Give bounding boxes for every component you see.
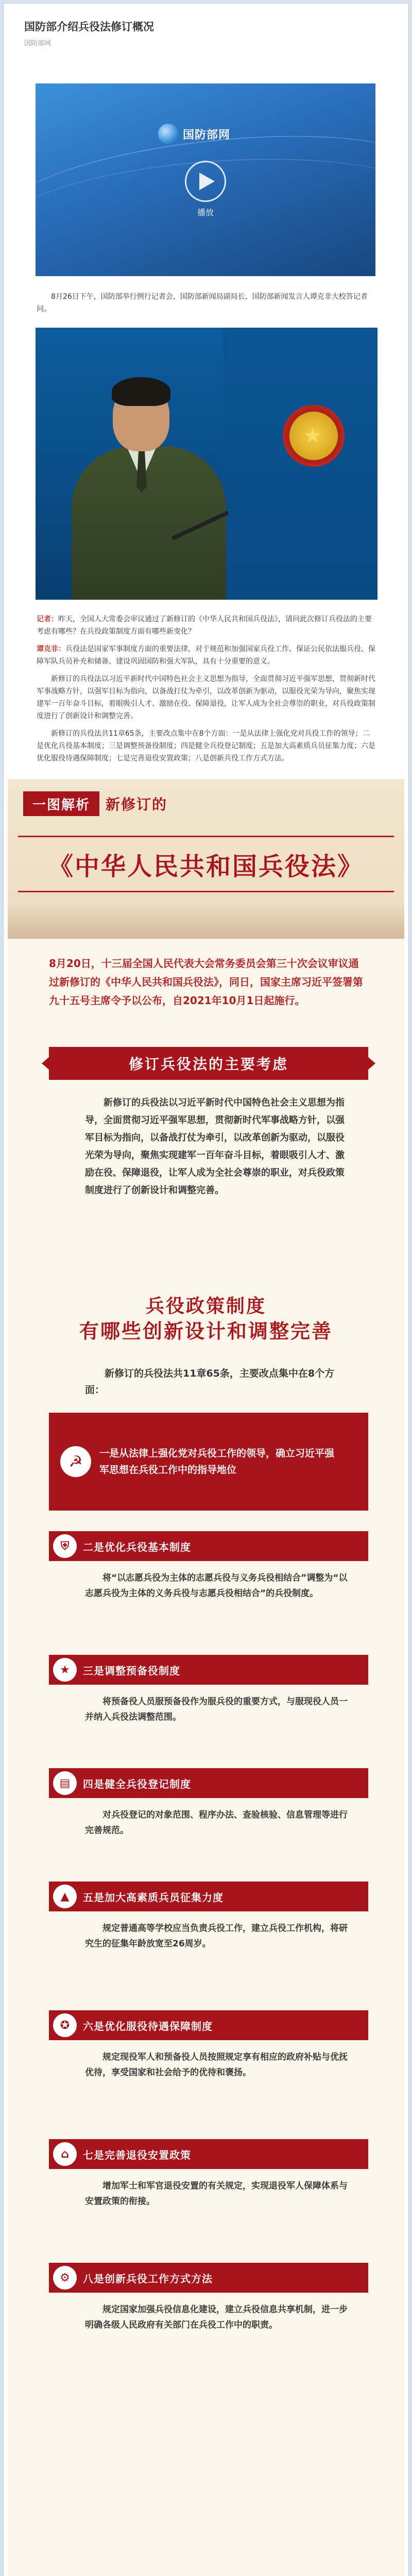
star-icon: ★ [303,424,322,448]
changes-heading [28,1294,384,1344]
change-item-desc: 将预备役人员服预备役作为服兵役的重要方式，与服现役人员一并纳入兵役法调整范围。 [85,1697,348,1722]
globe-icon [158,124,179,144]
change-item-title-bar [49,2010,368,2040]
video-logo [158,120,253,148]
law-title: 《中华人民共和国兵役法》 [18,836,394,892]
answer-label: 谭克非： [37,645,65,653]
change-item-desc: 对兵役登记的对象范围、程序办法、查验核验、信息管理等进行完善规范。 [85,1810,348,1836]
article-source[interactable]: 国防部网 [24,40,52,47]
main-text [37,673,375,765]
main-paragraph: 新修订的兵役法共11章65条，主要改点集中在8个方面：一是从法律上强化党对兵役工作的领导；二是优化兵役基本制度；三是调整预备役制度；四是健全兵役登记制度；五是加大高素质兵员征集力度；六是优化服役待遇保障制度；七是完善退役安置政策；八是创新兵役工作方式方法。 [37,730,375,762]
considerations-text: 新修订的兵役法以习近平新时代中国特色社会主义思想为指导，全面贯彻习近平强军思想，贯彻新时代军事战略方针，以强军目标为指向，以备战打仗为牵引，以改革创新为驱动，以服役光荣为导向，聚焦实现建军一百年奋斗目标，着眼吸引人才、激励在役、保障退役，让军人成为全社会尊崇的职业，对兵役政策制度进行了创新设计和调整完善。 [85,1097,345,1196]
change-item-title: 五是加大高素质兵员征集力度 [83,1891,224,1904]
change-item-title: 二是优化兵役基本制度 [83,1540,191,1553]
intro-paragraph: 8月26日下午，国防部举行例行记者会，国防部新闻局副局长、国防部新闻发言人谭克非大校答记者问。 [37,293,368,313]
main-paragraph: 新修订的兵役法以习近平新时代中国特色社会主义思想为指导，全面贯彻习近平强军思想，贯彻新时代军事战略方针，以强军目标为指向，以备战打仗为牵引，以改革创新为驱动，以服役光荣为导向，聚焦实现建军一百年奋斗目标，着眼吸引人才、激励在役、保障退役，让军人成为全社会尊崇的职业，对兵役政策制度进行了创新设计和调整完善。 [37,675,375,720]
reporter-text: 昨天，全国人大常委会审议通过了新修订的《中华人民共和国兵役法》，请问此次修订兵役法的主要考虑有哪些？在兵役政策制度方面有哪些新变化？ [37,615,372,636]
change-item-desc: 增加军士和军官退役安置的有关规定，实现退役军人保障体系与安置政策的衔接。 [85,2181,348,2207]
change-item-title-bar [49,1882,368,1911]
article-page [3,3,409,2576]
change-item-desc: 规定普通高等学校应当负责兵役工作，建立兵役工作机构，将研究生的征集年龄放宽至26周岁。 [85,1923,348,1949]
reporter-label: 记者： [37,615,58,623]
changes-heading-line1: 兵役政策制度 [145,1296,266,1317]
change-item-title: 一是从法律上强化党对兵役工作的领导，确立习近平强军思想在兵役工作中的指导地位 [99,1448,335,1476]
changes-intro: 新修订的兵役法共11章65条，主要改点集中在8个方面： [85,1368,335,1396]
star-icon: ★ [53,1658,77,1682]
change-item-title: 六是优化服役待遇保障制度 [83,2020,213,2032]
spokesman-answer [37,643,375,668]
section-title-text: 修订兵役法的主要考虑 [128,1056,288,1073]
change-item-title: 四是健全兵役登记制度 [83,1777,191,1790]
change-item-title-bar [49,1768,368,1798]
change-item [49,1413,368,1511]
infographic-tag: 一图解析 [23,791,99,816]
qa-block [37,613,375,668]
change-item-desc: 规定国家加强兵役信息化建设，建立兵役信息共享机制，进一步明确各级人民政府有关部门在兵役工作中的职责。 [85,2304,348,2330]
video-player[interactable] [36,83,375,276]
change-item-title: 八是创新兵役工作方式方法 [83,2272,213,2285]
change-item-title: 七是完善退役安置政策 [83,2148,191,2161]
article-title: 国防部介绍兵役法修订概况 [24,21,154,33]
video-logo-text: 国防部网 [183,128,231,142]
change-item-title-bar [49,1531,368,1561]
play-label: 播放 [197,208,214,217]
infographic-banner [8,779,404,939]
graduate-icon: ▲ [53,1885,77,1908]
change-item-desc: 将“以志愿兵役为主体的志愿兵役与义务兵役相结合”调整为“以志愿兵役为主体的义务兵役与志愿兵役相结合”的兵役制度。 [85,1573,348,1599]
article-header [4,4,408,57]
infographic [8,779,404,2576]
law-summary: 8月20日，十三届全国人民代表大会常务委员会第三十次会议审议通过新修订的《中华人民共和国兵役法》，同日，国家主席习近平签署第九十五号主席令予以公布，自2021年10月1日起施行。 [49,957,363,1007]
infographic-tag-suffix: 新修订的 [106,796,168,813]
party-emblem-icon: ☭ [60,1446,91,1477]
changes-heading-line2: 有哪些创新设计和调整完善 [79,1320,333,1343]
document-icon: ▤ [53,1771,77,1795]
shield-icon: ⛨ [53,1534,77,1558]
change-item-title-bar [49,1655,368,1685]
spokesman-photo [36,328,377,600]
reporter-question [37,613,375,638]
play-button[interactable] [185,161,226,202]
medal-icon: ✪ [53,2013,77,2037]
play-icon [199,173,215,190]
change-item-title-bar [49,2139,368,2169]
answer-text: 兵役法是国家军事制度方面的重要法律，对于规范和加强国家兵役工作、保证公民依法服兵役、保障军队兵员补充和储备、建设巩固国防和强大军队，具有十分重要的意义。 [37,645,375,666]
home-icon: ⌂ [53,2142,77,2166]
change-item-desc: 规定现役军人和预备役人员按照规定享有相应的政府补贴与优抚优待，享受国家和社会给予的优待和褒扬。 [85,2052,348,2078]
gear-icon: ⚙ [53,2266,77,2290]
section-title [49,1047,368,1080]
change-item-title: 三是调整预备役制度 [83,1664,180,1677]
change-item-title-bar [49,2263,368,2293]
